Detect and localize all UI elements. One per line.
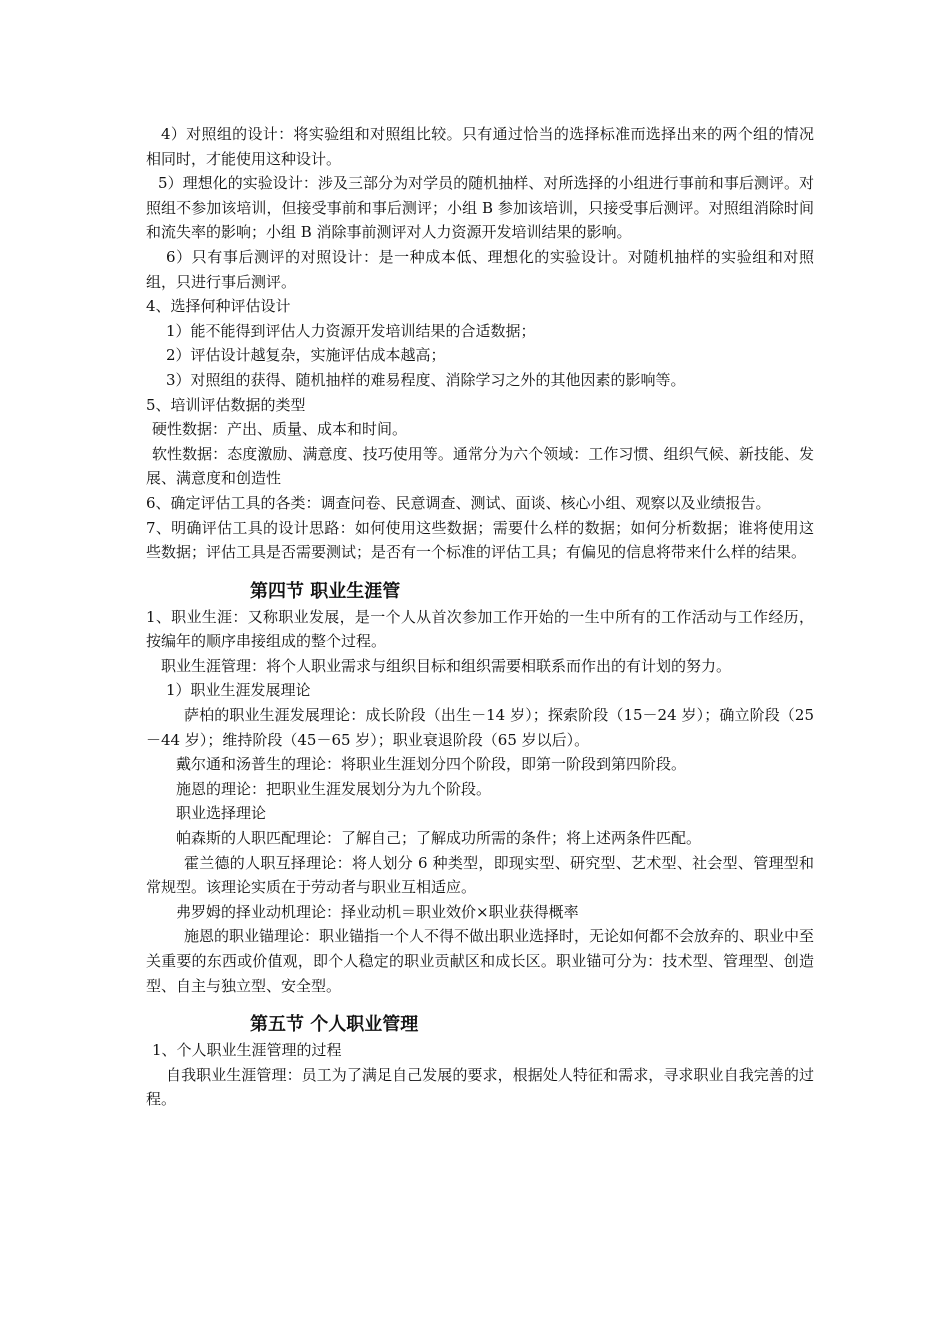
document-page (146, 122, 814, 1112)
list-heading-choose-design: 4、选择何种评估设计 (146, 297, 291, 316)
paragraph-control-group-design: 4）对照组的设计：将实验组和对照组比较。只有通过恰当的选择标准而选择出来的两个组的情况相同时，才能使用这种设计。 (146, 125, 814, 168)
paragraph-tool-design: 7、明确评估工具的设计思路：如何使用这些数据；需要什么样的数据；如何分析数据；谁将使用这些数据；评估工具是否需要测试；是否有一个标准的评估工具；有偏见的信息将带来什么样的结果。 (146, 518, 814, 562)
subheading-career-choice-theory: 职业选择理论 (176, 804, 267, 823)
paragraph-vroom-theory: 弗罗姆的择业动机理论：择业动机＝职业效价×职业获得概率 (176, 902, 579, 921)
paragraph-evaluation-tools: 6、确定评估工具的各类：调查问卷、民意调查、测试、面谈、核心小组、观察以及业绩报告。 (146, 493, 771, 512)
section-5-heading: 第五节 个人职业管理 (250, 1014, 419, 1036)
paragraph-schein-theory: 施恩的理论：把职业生涯发展划分为九个阶段。 (176, 779, 492, 798)
paragraph-soft-data: 软性数据：态度激励、满意度、技巧使用等。通常分为六个领域：工作习惯、组织气候、新技能、发展、满意度和创造性 (146, 444, 814, 488)
paragraph-hard-data: 硬性数据：产出、质量、成本和时间。 (152, 420, 408, 439)
subheading-career-development-theory: 1）职业生涯发展理论 (166, 681, 311, 700)
paragraph-dalton-thompson-theory: 戴尔通和汤普生的理论：将职业生涯划分四个阶段，即第一阶段到第四阶段。 (176, 755, 687, 774)
paragraph-career-anchor-theory: 施恩的职业锚理论：职业锚指一个人不得不做出职业选择时，无论如何都不会放弃的、职业中至关重要的东西或价值观，即个人稳定的职业贡献区和成长区。职业锚可分为：技术型、管理型、创造型、自主与独立型、安全型。 (146, 927, 815, 995)
section-4-heading: 第四节 职业生涯管 (250, 580, 401, 602)
list-heading-data-types: 5、培训评估数据的类型 (146, 395, 306, 414)
paragraph-posttest-control-design: 6）只有事后测评的对照设计：是一种成本低、理想化的实验设计。对随机抽样的实验组和对照组，只进行事后测评。 (146, 247, 814, 291)
list-item: 1）能不能得到评估人力资源开发培训结果的合适数据； (166, 321, 536, 340)
paragraph-super-theory: 萨柏的职业生涯发展理论：成长阶段（出生－14 岁）；探索阶段（15－24 岁）；确立阶段（25－44 岁）；维持阶段（45－65 岁）；职业衰退阶段（65 岁以后）。 (146, 706, 814, 749)
paragraph-career-definition: 1、职业生涯：又称职业发展，是一个人从首次参加工作开始的一生中所有的工作活动与工作经历，按编年的顺序串接组成的整个过程。 (146, 607, 814, 651)
subheading-personal-career-process: 1、个人职业生涯管理的过程 (152, 1041, 342, 1060)
paragraph-ideal-experiment-design: 5）理想化的实验设计：涉及三部分为对学员的随机抽样、对所选择的小组进行事前和事后测评。对照组不参加该培训，但接受事前和事后测评；小组 B 参加该培训，只接受事后测评。对照组消除时间和流失率的影响；小组 B 消除事前测评对人力资源开发培训结果的影响。 (146, 174, 814, 242)
paragraph-self-career-management: 自我职业生涯管理：员工为了满足自己发展的要求，根据处人特征和需求，寻求职业自我完善的过程。 (146, 1065, 814, 1109)
paragraph-holland-theory: 霍兰德的人职互择理论：将人划分 6 种类型，即现实型、研究型、艺术型、社会型、管理型和常规型。该理论实质在于劳动者与职业互相适应。 (146, 853, 814, 897)
list-item: 3）对照组的获得、随机抽样的难易程度、消除学习之外的其他因素的影响等。 (166, 370, 686, 389)
paragraph-parsons-theory: 帕森斯的人职匹配理论：了解自己；了解成功所需的条件；将上述两条件匹配。 (176, 829, 702, 848)
list-item: 2）评估设计越复杂，实施评估成本越高； (166, 346, 446, 365)
paragraph-career-management: 职业生涯管理：将个人职业需求与组织目标和组织需要相联系而作出的有计划的努力。 (161, 656, 732, 675)
